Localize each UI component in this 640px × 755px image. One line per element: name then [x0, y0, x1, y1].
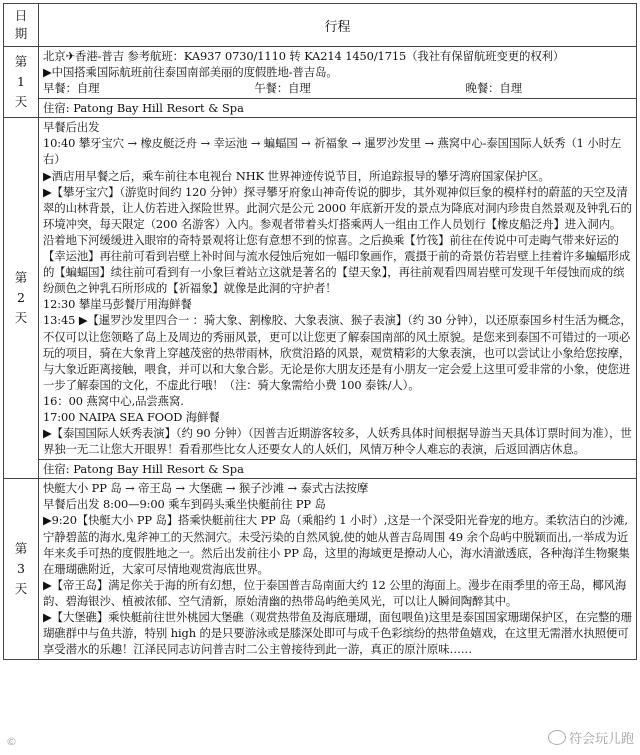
- itinerary-paragraph: 12:30 攀崖马彭餐厅用海鲜餐: [43, 297, 192, 312]
- day-label: 第 1 天: [4, 47, 39, 118]
- dinner-info: 晚餐：自理: [465, 81, 522, 96]
- day-label: 第 2 天: [4, 118, 39, 479]
- itinerary-paragraph: ▶【大堡礁】乘快艇前往世外桃园大堡礁（观赏热带鱼及海底珊瑚，面包喂鱼)这里是泰国国家珊瑚保护区，在完整的珊瑚礁群中与鱼共游，特别 high 的是只要游泳或是膝深处即可与成千色彩缤纷的热带鱼嬉戏，在这里无需潜水执照便可享受潜水的乐趣！江泽民同志访问普吉时二公主曾接待到此一游，真正的原汁原味……: [43, 610, 632, 657]
- header-row: [4, 4, 637, 47]
- itinerary-column-header: 行程: [39, 4, 637, 47]
- itinerary-table: [3, 3, 637, 660]
- corner-watermark: ©: [6, 735, 17, 748]
- hotel-info: 住宿: Patong Bay Hill Resort & Spa: [39, 459, 636, 478]
- day-content: [39, 47, 637, 118]
- hotel-info: 住宿: Patong Bay Hill Resort & Spa: [39, 98, 636, 117]
- day-column-header: 日 期: [4, 4, 39, 47]
- lunch-info: 午餐：自理: [254, 81, 311, 96]
- watermark-text: 符会玩儿跑: [569, 732, 635, 747]
- watermark: [548, 728, 634, 747]
- itinerary-paragraph: ▶【帝王岛】满足你关于海的所有幻想，位于泰国普吉岛南面大约 12 公里的海面上。漫步在雨季里的帝王岛，椰风海韵、碧海银沙、植被浓郁、空气清新，原始清幽的热带岛屿绝美风光，可以让人瞬间陶醉其中。: [43, 577, 627, 608]
- itinerary-paragraph: ▶中国搭乘国际航班前往泰国南部美丽的度假胜地-普吉岛。: [43, 65, 338, 80]
- day-row-1: [4, 47, 637, 118]
- itinerary-paragraph: 早餐后出发: [43, 120, 100, 135]
- itinerary-paragraph: ▶【攀牙宝穴】（游览时间约 120 分钟）探寻攀牙府象山神奇传说的脚步，其外观神似巨象的模样村的蔚蓝的天空及清翠的山林背景，让人仿若进入探险世界。此洞穴是公元 2000 年底新开发的景点为降底对洞内珍贵自然景观及钟乳石的环境冲突，每天限定（200 名游客）入内。参观者带着头灯搭乘两人一组由工作人员划行【橡皮船泛舟】进入洞内。沿着地下河缓缓进入眼帘的奇特景观将让您有意想不到的惊喜。之后换乘【竹筏】前往在传说中可走晦气带来好运的【幸运池】再往前可看到岩壁上补时间与流水侵蚀后宛如一幅印象画作，震摄于前的奇景仿若岩壁上挂着许多蝙蝠形成的【蝙蝠国】续往前可看到有一小象巨着站立这就是著名的【望天象】，再往前观看四周岩壁可发现千年侵蚀而成的缤纷颜色之钟乳石所形成的【祈福象】就像是此洞的守护者！: [43, 184, 632, 296]
- route-line: 10:40 攀牙宝穴 → 橡皮艇泛舟 → 幸运池 → 蝙蝠国 → 祈福象 → 暹罗沙发里 → 燕窝中心-泰国国际人妖秀（1 小时左右）: [43, 136, 622, 167]
- itinerary-paragraph: 13:45 ▶【暹罗沙发里四合一 ：骑大象、割橡胶、大象表演、猴子表演】（约 30 分钟），以还原泰国乡村生活为概念，不仅可以让您领略了岛上及周边的秀丽风景，更可以让您更了解泰国南部的风土原貌。是您来到泰国不可错过的一项必玩的项目，骑在大象背上穿越茂密的热带雨林，欣赏沿路的风景，观赏精彩的大象表演，也可以尝试让小象给您按摩，与大象近距离接触，喂食，并可以和大象合影。无论是你大朋友还是有小朋友一定会爱上这里可爱非常的小象，使您进一步了解泰国的文化，不虚此行哦！（注：骑大象需给小费 100 泰铢/人）。: [43, 313, 632, 392]
- breakfast-info: 早餐：自理: [43, 81, 100, 96]
- itinerary-paragraph: ▶9:20【快艇大小 PP 岛】搭乘快艇前往大 PP 岛（乘船约 1 小时）,这是一个深受阳光眷宠的地方。柔软洁白的沙滩,宁静碧蓝的海水,鬼斧神工的天然洞穴。未受污染的自然风貌,使的她从普吉岛周围 49 余个岛屿中脱颖而出,一举成为近年来炙手可热的度假胜地之一。然后出发前往小 PP 岛，这里的海域更是撩动人心，海水清澈透底，各种海洋生物聚集在珊瑚礁附近，大家可尽情地观赏海底世界。: [43, 513, 630, 576]
- day-content: [39, 118, 637, 479]
- itinerary-paragraph: ▶酒店用早餐之后，乘车前往本电视台 NHK 世界神迹传说节目，所追踪报导的攀牙湾府国家保护区。: [43, 168, 550, 183]
- day-row-2: [4, 118, 637, 479]
- day-content: [39, 479, 637, 660]
- itinerary-paragraph: 16：00 燕窝中心,品尝燕窝.: [43, 393, 184, 408]
- itinerary-paragraph: 早餐后出发 8:00—9:00 乘车到码头乘坐快艇前往 PP 岛: [43, 497, 326, 512]
- wechat-logo-icon: [548, 730, 566, 745]
- route-line: 快艇大小 PP 岛 → 帝王岛 → 大堡礁 → 猴子沙滩 → 泰式古法按摩: [43, 481, 369, 496]
- meals-row: [43, 80, 632, 96]
- flight-line: 北京✈香港-普吉 参考航班：KA937 0730/1110 转 KA214 1450/1715（我社有保留航班变更的权利）: [43, 49, 565, 63]
- itinerary-paragraph: 17:00 NAIPA SEA FOOD 海鲜餐: [43, 409, 220, 424]
- itinerary-paragraph: ▶【泰国国际人妖秀表演】（约 90 分钟）（因普吉近期游客较多，人妖秀具体时间根据导游当天具体订票时间为准），世界独一无二让您大开眼界！看看那些比女人还要女人的人妖们，风情万种令人难忘的表演，后返回酒店休息。: [43, 426, 632, 457]
- day-label: 第 3 天: [4, 479, 39, 660]
- day-row-3: [4, 479, 637, 660]
